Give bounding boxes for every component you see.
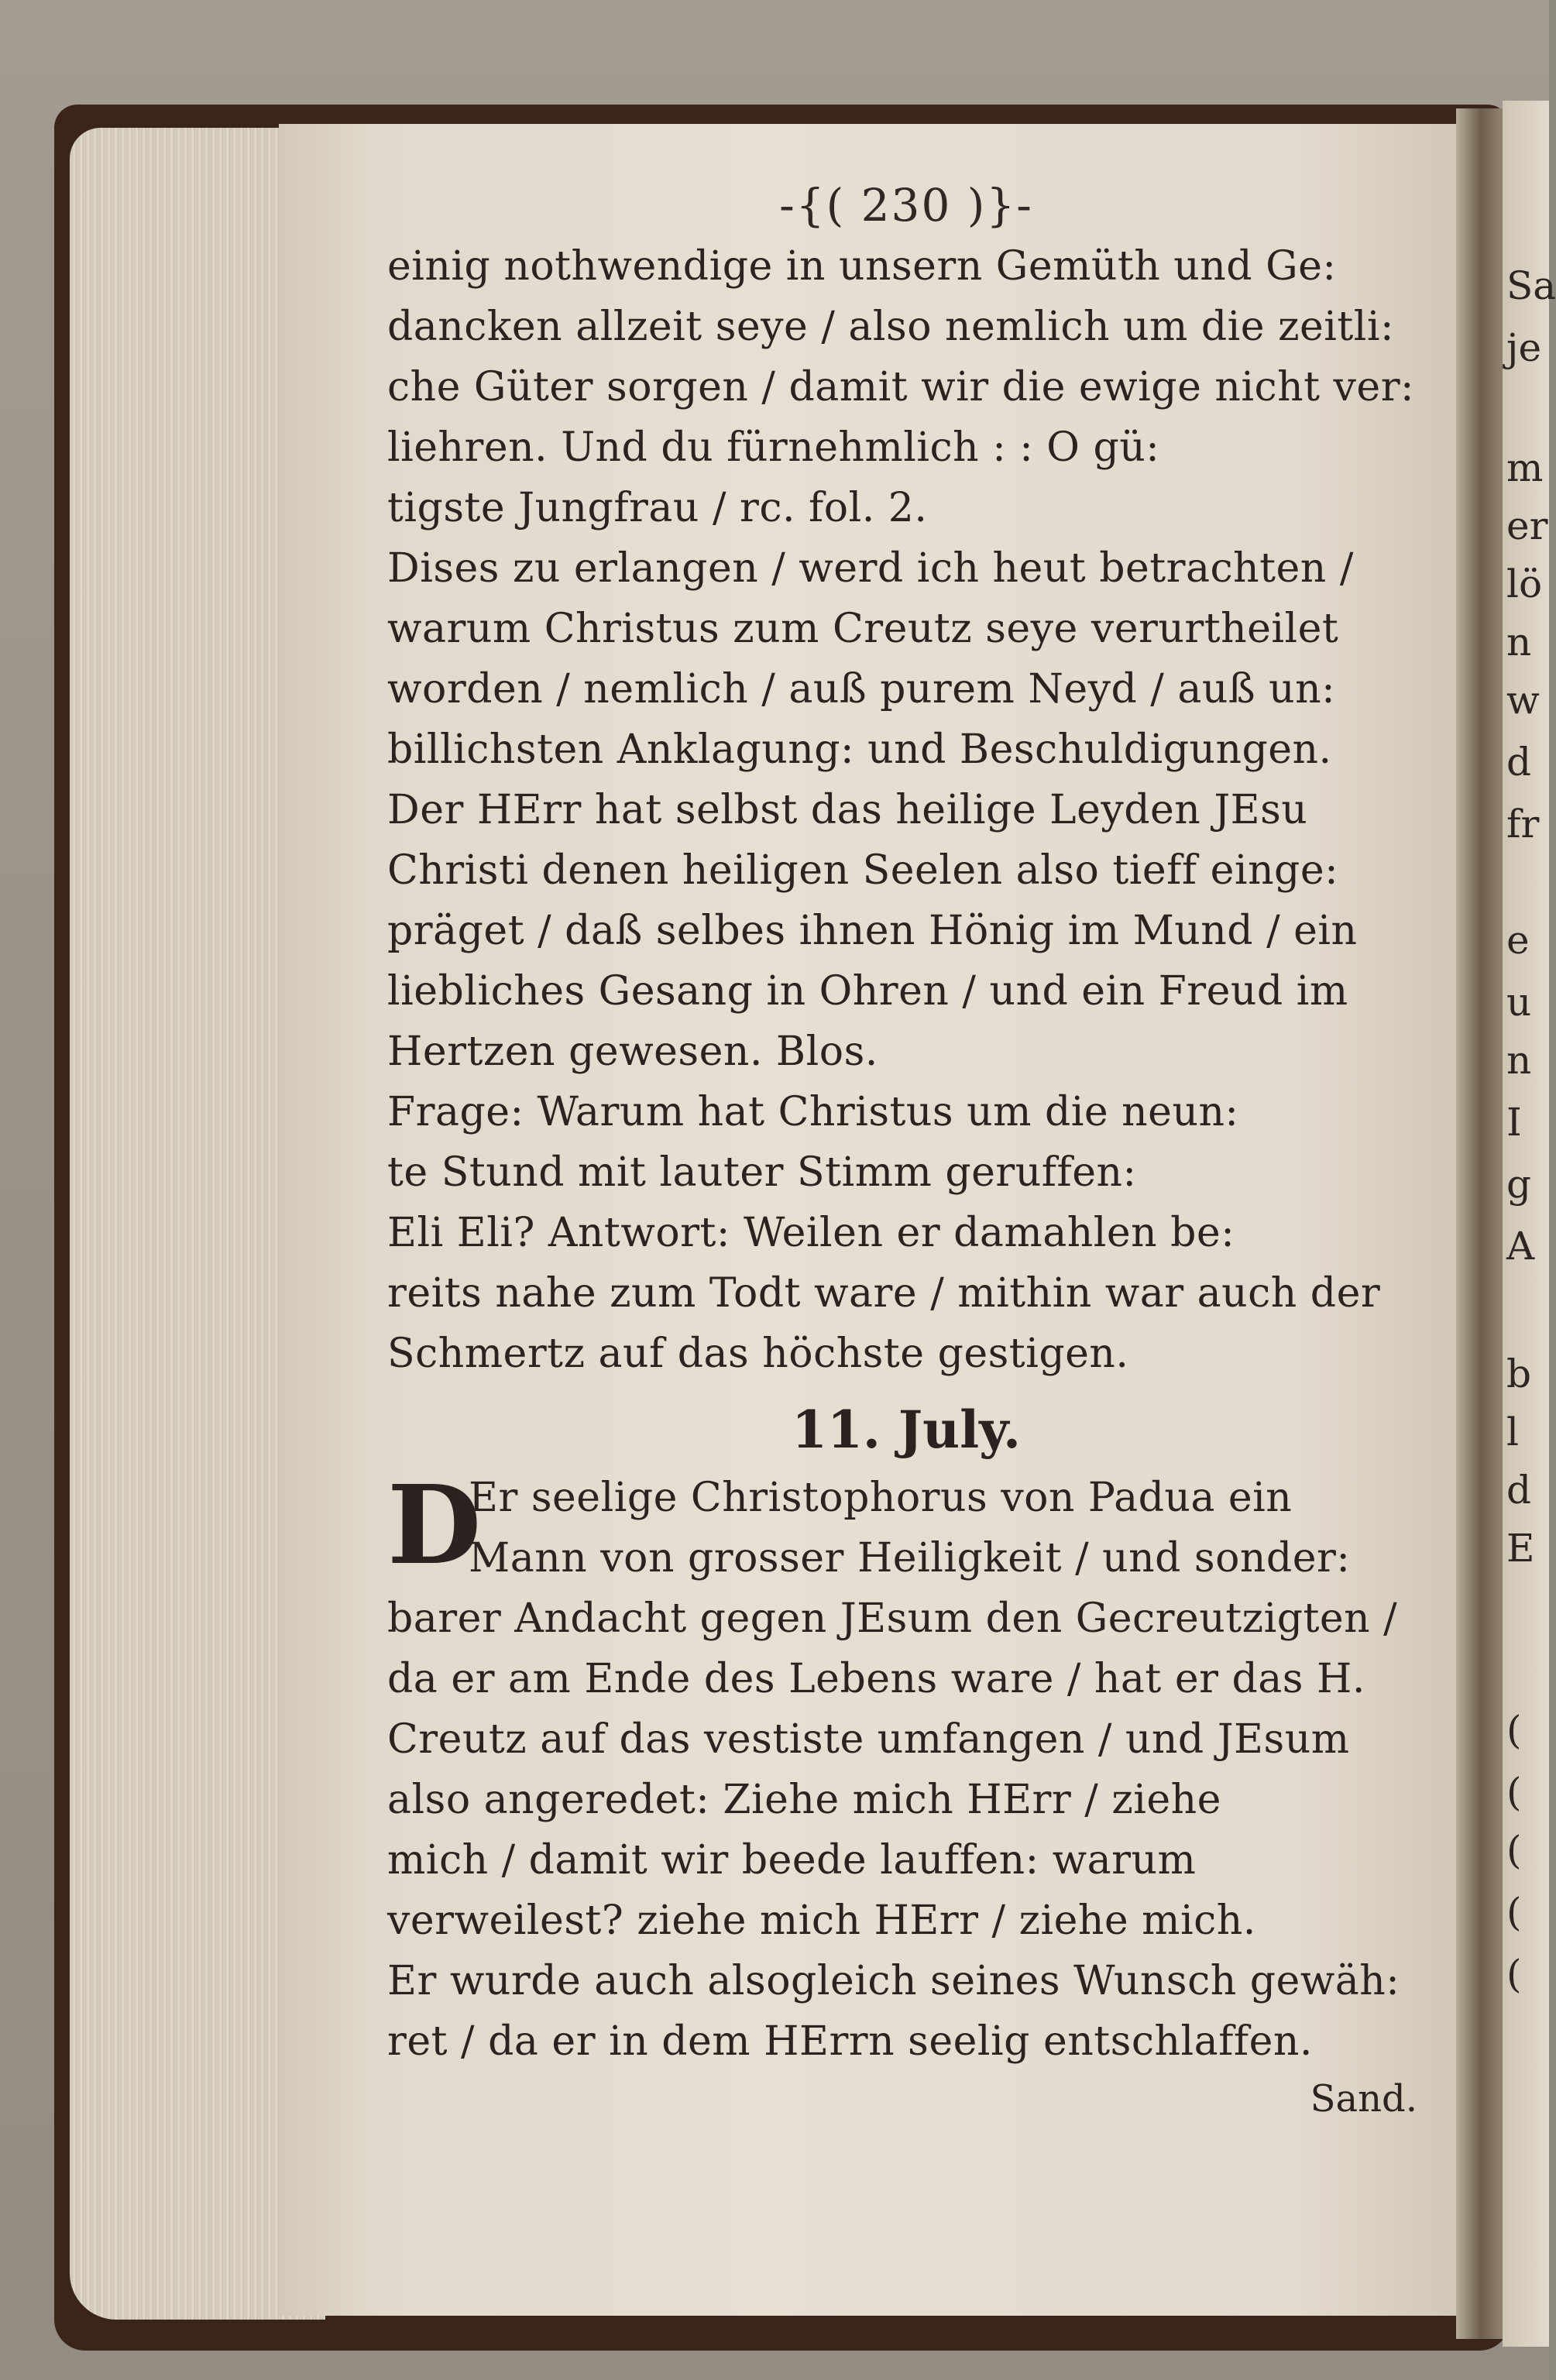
dropcap-paragraph xyxy=(387,1462,1425,1589)
text-line: warum Christus zum Creutz seye verurtheilet xyxy=(387,606,1339,652)
text-line: te Stund mit lauter Stimm geruffen: xyxy=(387,1149,1137,1196)
facing-page-fragment: ( xyxy=(1506,1770,1522,1815)
text-line: dancken allzeit seye / also nemlich um die zeitli: xyxy=(387,304,1395,350)
text-line: Dises zu erlangen / werd ich heut betrachten / xyxy=(387,545,1354,592)
facing-page-fragment: ( xyxy=(1506,1828,1522,1873)
text-line: mich / damit wir beede lauffen: warum xyxy=(387,1837,1197,1884)
text-line: Mann von grosser Heiligkeit / und sonder: xyxy=(469,1535,1351,1582)
text-line: ret / da er in dem HErrn seelig entschlaffen. xyxy=(387,2018,1313,2065)
text-line: reits nahe zum Todt ware / mithin war auch der xyxy=(387,1270,1381,1317)
facing-page-fragment: d xyxy=(1506,1468,1532,1513)
facing-page-fragment: u xyxy=(1506,980,1532,1025)
text-line: da er am Ende des Lebens ware / hat er das H. xyxy=(387,1656,1365,1702)
text-line: Eli Eli? Antwort: Weilen er damahlen be: xyxy=(387,1210,1235,1256)
facing-page-fragment: b xyxy=(1506,1351,1532,1396)
text-line: barer Andacht gegen JEsum den Gecreutzigten / xyxy=(387,1595,1398,1642)
facing-page-fragment: n xyxy=(1506,620,1532,665)
facing-page-fragment: je xyxy=(1506,325,1542,370)
text-line: also angeredet: Ziehe mich HErr / ziehe xyxy=(387,1777,1221,1823)
text-line: präget / daß selbes ihnen Hönig im Mund / ein xyxy=(387,908,1358,954)
text-line: Creutz auf das vestiste umfangen / und JEsum xyxy=(387,1716,1350,1763)
facing-page-fragment: I xyxy=(1506,1100,1522,1145)
facing-page-fragment: ( xyxy=(1506,1708,1522,1753)
dropcap-lines xyxy=(387,1462,1425,1589)
text-line: tigste Jungfrau / rc. fol. 2. xyxy=(387,485,928,531)
page-text xyxy=(387,174,1425,2126)
facing-page-fragment: ( xyxy=(1506,1890,1522,1935)
facing-page-fragment: d xyxy=(1506,740,1532,785)
facing-page-fragment: Sa xyxy=(1506,263,1556,308)
text-line: che Güter sorgen / damit wir die ewige nicht ver: xyxy=(387,364,1415,410)
facing-page-fragment: lö xyxy=(1506,562,1543,606)
text-line: einig nothwendige in unsern Gemüth und Ge: xyxy=(387,243,1337,290)
text-line: liebliches Gesang in Ohren / und ein Freud im xyxy=(387,968,1348,1015)
text-line: Schmertz auf das höchste gestigen. xyxy=(387,1331,1129,1377)
text-line: Frage: Warum hat Christus um die neun: xyxy=(387,1089,1239,1135)
facing-page-fragment: l xyxy=(1506,1410,1519,1454)
text-line: Er wurde auch alsogleich seines Wunsch gewäh: xyxy=(387,1958,1400,2004)
page-header: -{( 230 )}- xyxy=(779,179,1033,232)
facing-page-fragment: E xyxy=(1506,1526,1535,1571)
facing-page-fragment: A xyxy=(1506,1224,1535,1269)
text-line: worden / nemlich / auß purem Neyd / auß un: xyxy=(387,666,1336,713)
facing-page-fragment: fr xyxy=(1506,802,1540,847)
facing-page-fragment: er xyxy=(1506,503,1548,548)
text-line: liehren. Und du fürnehmlich : : O gü: xyxy=(387,424,1160,471)
facing-page-fragment: ( xyxy=(1506,1952,1522,1997)
text-line: Hertzen gewesen. Blos. xyxy=(387,1029,878,1075)
facing-page-fragment: e xyxy=(1506,918,1530,963)
text-line: Er seelige Christophorus von Padua ein xyxy=(469,1475,1293,1521)
paragraphs-part2 xyxy=(387,1588,1425,2072)
facing-page-fragment: g xyxy=(1506,1162,1532,1207)
catchword: Sand. xyxy=(1310,2077,1417,2121)
facing-page-fragment: m xyxy=(1506,445,1544,490)
section-heading: 11. July. xyxy=(792,1399,1021,1460)
facing-page-fragment: n xyxy=(1506,1038,1532,1083)
facing-page-fragment: w xyxy=(1506,678,1540,723)
drop-cap: D xyxy=(387,1462,482,1589)
text-line: Christi denen heiligen Seelen also tieff einge: xyxy=(387,847,1339,894)
paragraphs-part1 xyxy=(387,236,1425,1384)
text-line: Der HErr hat selbst das heilige Leyden JEsu xyxy=(387,787,1308,833)
text-line: billichsten Anklagung: und Beschuldigungen. xyxy=(387,726,1332,773)
text-line: verweilest? ziehe mich HErr / ziehe mich. xyxy=(387,1897,1256,1944)
